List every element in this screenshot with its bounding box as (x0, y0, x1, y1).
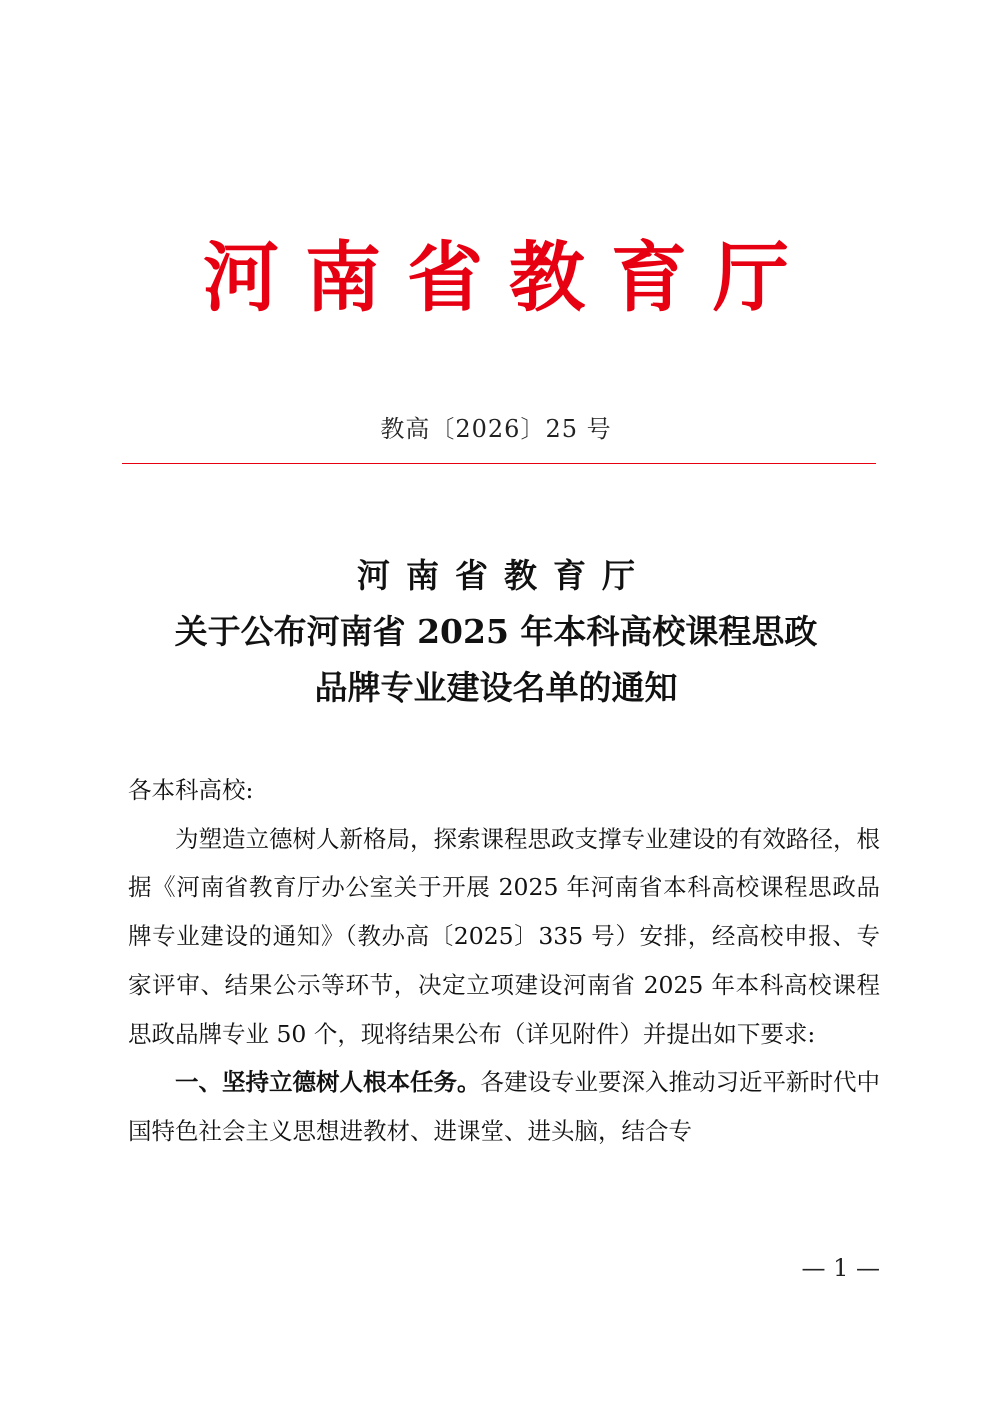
red-separator-line (122, 463, 876, 464)
requirement-heading: 一、坚持立德树人根本任务。 (175, 1068, 481, 1097)
document-title (100, 548, 892, 716)
issuer-masthead: 河南省教育厅 (203, 233, 815, 322)
body-paragraph-requirement-1 (128, 1058, 880, 1155)
title-line-issuer: 河南省教育厅 (357, 556, 651, 595)
title-line-subject: 关于公布河南省 2025 年本科高校课程思政 (174, 612, 818, 651)
salutation: 各本科高校: (128, 776, 254, 804)
page-number: — 1 — (801, 1254, 880, 1282)
title-line-subject-cont: 品牌专业建设名单的通知 (314, 668, 678, 707)
document-number: 教高〔2026〕25 号 (380, 415, 612, 443)
body-paragraph: 为塑造立德树人新格局，探索课程思政支撑专业建设的有效路径，根据《河南省教育厅办公室关于开展 2025 年河南省本科高校课程思政品牌专业建设的通知》（教办高〔2025〕335 号）安排，经高校申报、专家评审、结果公示等环节，决定立项建设河南省 2025 年本科高校课程思政品牌专业 50 个，现将结果公布（详见附件）并提出如下要求: (128, 824, 880, 1048)
requirement-text: 各建设专业要深入推动习近平新时代中国特色社会主义思想进教材、进课堂、进头脑，结合专 (128, 1068, 880, 1145)
document-body (128, 766, 880, 1156)
